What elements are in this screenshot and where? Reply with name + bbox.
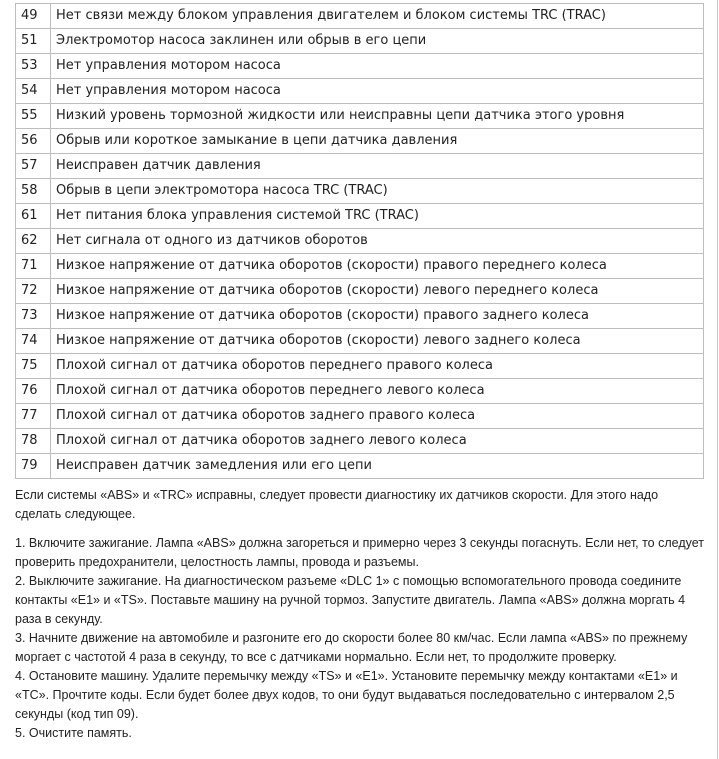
error-description-cell: Нет связи между блоком управления двигателем и блоком системы TRC (TRAC): [51, 4, 704, 29]
error-description-cell: Нет сигнала от одного из датчиков оборотов: [51, 229, 704, 254]
steps-list: [15, 534, 705, 743]
table-row: [16, 29, 704, 54]
step-5: 5. Очистите память.: [15, 726, 132, 740]
error-code-cell: 58: [16, 179, 51, 204]
step-4: 4. Остановите машину. Удалите перемычку между «TS» и «E1». Установите перемычку между контактами «E1» и «TC». Прочтите коды. Если будет более двух кодов, то они будут выдаваться последовательно с интервалом 2,5 секунды (код тип 09).: [15, 669, 678, 721]
error-description-cell: Низкое напряжение от датчика оборотов (скорости) правого переднего колеса: [51, 254, 704, 279]
error-description-cell: Плохой сигнал от датчика оборотов переднего левого колеса: [51, 379, 704, 404]
table-row: [16, 429, 704, 454]
table-row: [16, 54, 704, 79]
table-row: [16, 304, 704, 329]
error-code-cell: 77: [16, 404, 51, 429]
table-row: [16, 379, 704, 404]
error-description-cell: Плохой сигнал от датчика оборотов заднего правого колеса: [51, 404, 704, 429]
error-code-cell: 49: [16, 4, 51, 29]
error-code-cell: 54: [16, 79, 51, 104]
table-row: [16, 254, 704, 279]
error-code-cell: 71: [16, 254, 51, 279]
error-description-cell: Обрыв или короткое замыкание в цепи датчика давления: [51, 129, 704, 154]
error-codes-table: [15, 3, 704, 479]
error-description-cell: Неисправен датчик давления: [51, 154, 704, 179]
table-row: [16, 4, 704, 29]
table-row: [16, 129, 704, 154]
error-code-cell: 74: [16, 329, 51, 354]
table-row: [16, 204, 704, 229]
error-description-cell: Низкий уровень тормозной жидкости или неисправны цепи датчика этого уровня: [51, 104, 704, 129]
error-description-cell: Электромотор насоса заклинен или обрыв в его цепи: [51, 29, 704, 54]
intro-paragraph: Если системы «ABS» и «TRC» исправны, следует провести диагностику их датчиков скорости. Для этого надо сделать следующее.: [15, 488, 659, 521]
error-code-cell: 79: [16, 454, 51, 479]
table-row: [16, 79, 704, 104]
error-code-cell: 78: [16, 429, 51, 454]
error-code-cell: 62: [16, 229, 51, 254]
error-code-cell: 56: [16, 129, 51, 154]
table-row: [16, 154, 704, 179]
error-description-cell: Плохой сигнал от датчика оборотов заднего левого колеса: [51, 429, 704, 454]
error-description-cell: Нет управления мотором насоса: [51, 54, 704, 79]
table-row: [16, 279, 704, 304]
error-code-cell: 75: [16, 354, 51, 379]
instructions-block: [15, 486, 705, 743]
error-code-cell: 57: [16, 154, 51, 179]
table-row: [16, 329, 704, 354]
table-row: [16, 354, 704, 379]
error-code-cell: 73: [16, 304, 51, 329]
step-1: 1. Включите зажигание. Лампа «ABS» должна загореться и примерно через 3 секунды погаснуть. Если нет, то следует проверить предохранители, целостность лампы, провода и разъемы.: [15, 536, 704, 569]
table-row: [16, 454, 704, 479]
table-row: [16, 229, 704, 254]
error-description-cell: Нет управления мотором насоса: [51, 79, 704, 104]
table-row: [16, 104, 704, 129]
error-description-cell: Низкое напряжение от датчика оборотов (скорости) левого переднего колеса: [51, 279, 704, 304]
step-3: 3. Начните движение на автомобиле и разгоните его до скорости более 80 км/час. Если лампа «ABS» по прежнему моргает с частотой 4 раза в секунду, то все с датчиками нормально. Если нет, то продолжите проверку.: [15, 631, 688, 664]
table-row: [16, 404, 704, 429]
page-edge-divider: [717, 0, 718, 759]
step-2: 2. Выключите зажигание. На диагностическом разъеме «DLC 1» с помощью вспомогательного провода соедините контакты «E1» и «TS». Поставьте машину на ручной тормоз. Запустите двигатель. Лампа «ABS» должна моргать 4 раза в секунду.: [15, 574, 686, 626]
error-description-cell: Низкое напряжение от датчика оборотов (скорости) левого заднего колеса: [51, 329, 704, 354]
error-description-cell: Низкое напряжение от датчика оборотов (скорости) правого заднего колеса: [51, 304, 704, 329]
error-description-cell: Плохой сигнал от датчика оборотов переднего правого колеса: [51, 354, 704, 379]
error-code-cell: 72: [16, 279, 51, 304]
error-code-cell: 61: [16, 204, 51, 229]
error-code-cell: 55: [16, 104, 51, 129]
error-description-cell: Обрыв в цепи электромотора насоса TRC (TRAC): [51, 179, 704, 204]
error-code-cell: 76: [16, 379, 51, 404]
error-description-cell: Неисправен датчик замедления или его цепи: [51, 454, 704, 479]
error-code-cell: 51: [16, 29, 51, 54]
table-row: [16, 179, 704, 204]
error-code-cell: 53: [16, 54, 51, 79]
error-codes-table-body: [16, 4, 704, 479]
error-description-cell: Нет питания блока управления системой TRC (TRAC): [51, 204, 704, 229]
